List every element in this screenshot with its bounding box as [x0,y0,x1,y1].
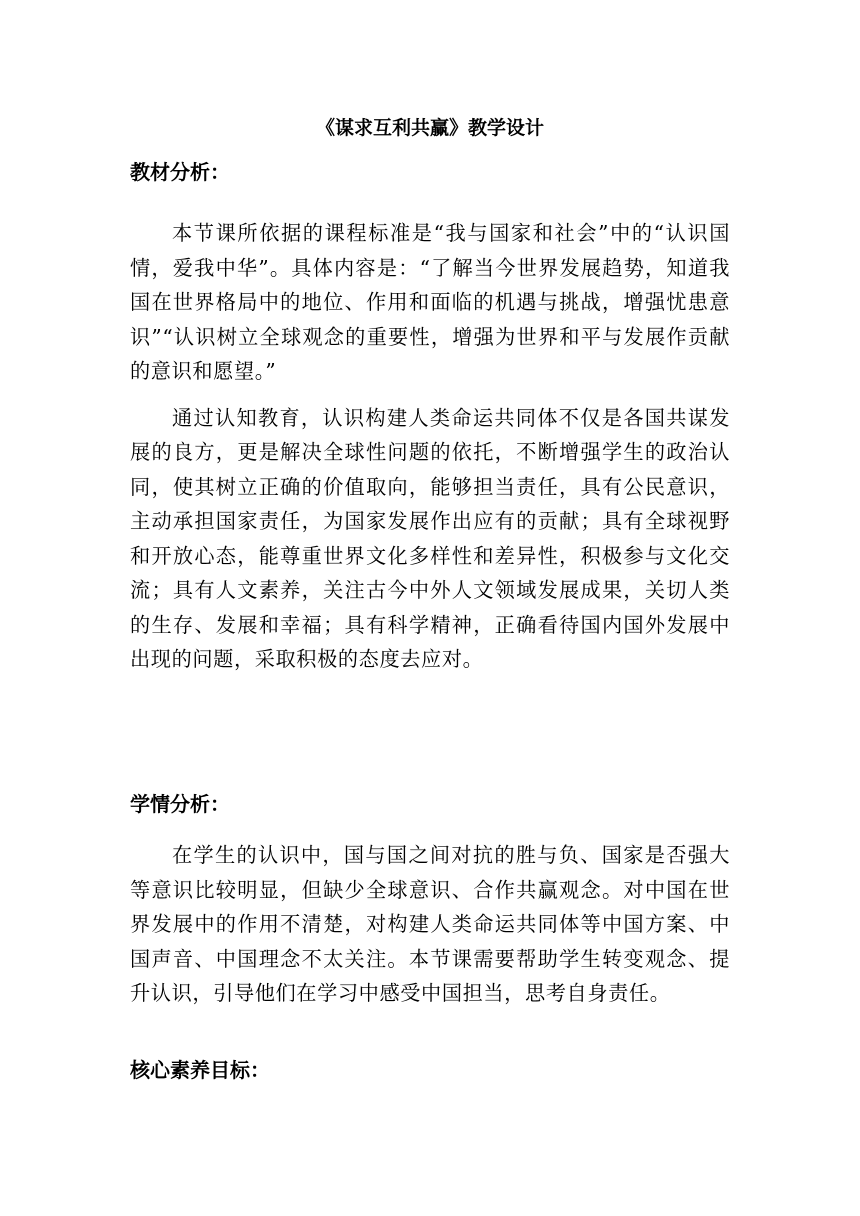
section-core-literacy-goals [130,1056,730,1084]
section-heading: 教材分析： [130,160,230,184]
section-learner-analysis [130,790,730,1011]
document-title: 《谋求互利共赢》教学设计 [315,117,544,139]
section-heading: 学情分析： [130,792,230,816]
paragraph: 通过认知教育，认识构建人类命运共同体不仅是各国共谋发展的良方，更是解决全球性问题的依托，不断增强学生的政治认同，使其树立正确的价值取向，能够担当责任，具有公民意识，主动承担国家责任，为国家发展作出应有的贡献；具有全球视野和开放心态，能尊重世界文化多样性和差异性，积极参与文化交流；具有人文素养，关注古今中外人文领域发展成果，关切人类的生存、发展和幸福；具有科学精神，正确看待国内国外发展中出现的问题，采取积极的态度去应对。 [130,405,730,671]
section-heading: 核心素养目标： [130,1058,270,1082]
paragraph: 在学生的认识中，国与国之间对抗的胜与负、国家是否强大等意识比较明显，但缺少全球意识、合作共赢观念。对中国在世界发展中的作用不清楚，对构建人类命运共同体等中国方案、中国声音、中国理念不太关注。本节课需要帮助学生转变观念、提升认识，引导他们在学习中感受中国担当，思考自身责任。 [130,843,730,1005]
section-textbook-analysis [130,158,730,677]
paragraph: 本节课所依据的课程标准是“我与国家和社会”中的“认识国情，爱我中华”。具体内容是：“了解当今世界发展趋势，知道我国在世界格局中的地位、作用和面临的机遇与挑战，增强忧患意识”“认识树立全球观念的重要性，增强为世界和平与发展作贡献的意识和愿望。” [130,221,730,383]
